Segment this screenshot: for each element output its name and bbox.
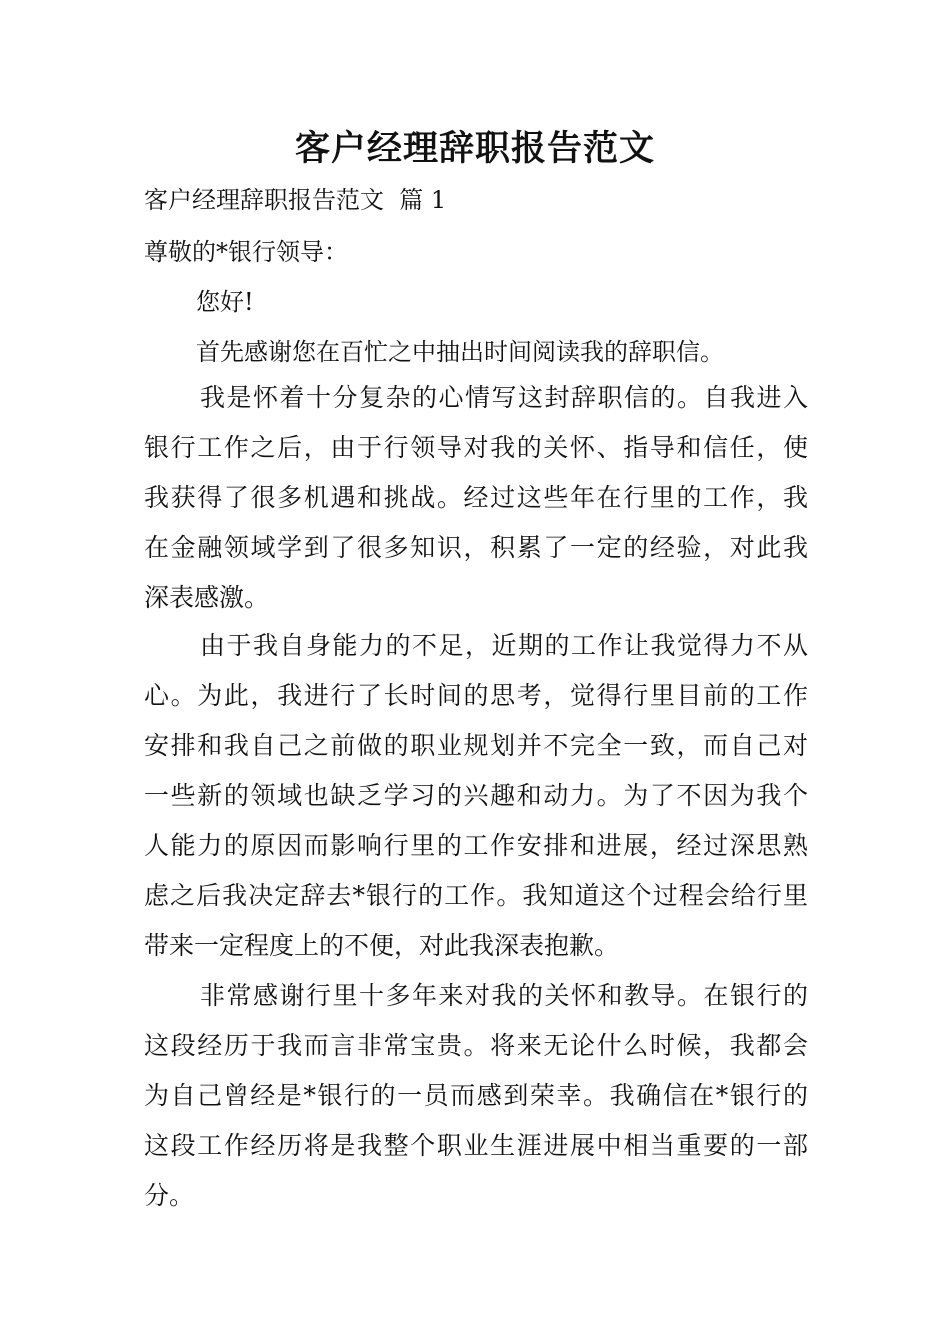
paragraph-line: 为自己曾经是*银行的一员而感到荣幸。我确信在*银行的 [144,1081,808,1110]
document-subtitle: 客户经理辞职报告范文 篇 1 [144,186,447,214]
paragraph-line: 心。为此，我进行了长时间的思考，觉得行里目前的工作 [144,681,808,710]
paragraph-line: 我获得了很多机遇和挑战。经过这些年在行里的工作，我 [144,483,808,512]
body-paragraph-2 [144,621,808,971]
paragraph-line: 虑之后我决定辞去*银行的工作。我知道这个过程会给行里 [144,881,808,910]
paragraph-line: 由于我自身能力的不足，近期的工作让我觉得力不从 [200,631,808,660]
paragraph-line: 银行工作之后，由于行领导对我的关怀、指导和信任，使 [144,433,808,462]
paragraph-line: 安排和我自己之前做的职业规划并不完全一致，而自己对 [144,731,808,760]
salutation: 尊敬的*银行领导： [144,238,348,266]
paragraph-line: 在金融领域学到了很多知识，积累了一定的经验，对此我 [144,533,808,562]
paragraph-line: 深表感激。 [144,583,270,612]
paragraph-line: 非常感谢行里十多年来对我的关怀和教导。在银行的 [200,981,808,1010]
paragraph-line: 这段经历于我而言非常宝贵。将来无论什么时候，我都会 [144,1031,808,1060]
greeting: 您好! [196,288,254,316]
paragraph-line: 我是怀着十分复杂的心情写这封辞职信的。自我进入 [200,383,808,412]
document-title: 客户经理辞职报告范文 [294,128,655,169]
paragraph-line: 这段工作经历将是我整个职业生涯进展中相当重要的一部 [144,1131,808,1160]
paragraph-line: 带来一定程度上的不便，对此我深表抱歉。 [144,931,620,960]
body-paragraph-3 [144,971,808,1221]
paragraph-line: 人能力的原因而影响行里的工作安排和进展，经过深思熟 [144,831,808,860]
paragraph-line: 分。 [144,1181,195,1210]
paragraph-line: 一些新的领域也缺乏学习的兴趣和动力。为了不因为我个 [144,781,808,810]
body-paragraph-1 [144,373,808,623]
intro-paragraph: 首先感谢您在百忙之中抽出时间阅读我的辞职信。 [196,338,724,366]
